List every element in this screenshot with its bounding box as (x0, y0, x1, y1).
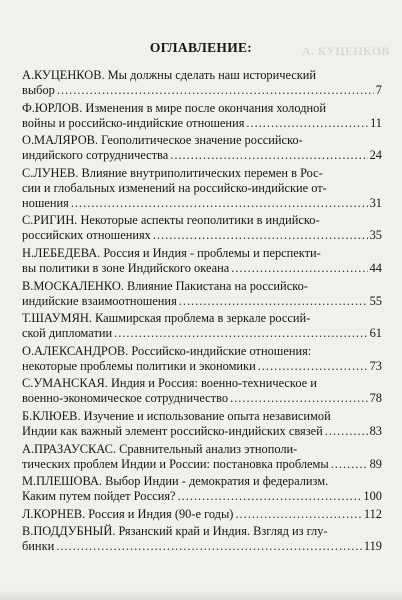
dot-leader (153, 228, 368, 243)
toc-page-number: 55 (369, 293, 382, 308)
toc-entry-text: некоторые проблемы политики и экономики (22, 358, 256, 373)
page-title: ОГЛАВЛЕНИЕ: (149, 40, 253, 55)
toc-entry-text: войны и российско-индийские отношения (22, 115, 245, 130)
toc-entry-text: индийские взаимоотношения (22, 293, 177, 308)
dot-leader (230, 391, 368, 406)
dot-leader (331, 457, 368, 472)
toc-entry[interactable] (22, 68, 382, 98)
dot-leader (178, 489, 362, 504)
toc-entry[interactable] (22, 507, 382, 522)
toc-entry-line (22, 474, 382, 489)
dot-leader (325, 424, 368, 439)
toc-page-number: 7 (375, 83, 382, 97)
toc-entry-text: тических проблем Индии и России: постановка проблемы (22, 456, 329, 471)
toc-entry-line (22, 311, 382, 326)
toc-entry-line (22, 83, 382, 98)
dot-leader (57, 83, 374, 98)
toc-entry-text: А.ПРАЗАУСКАС. Сравнительный анализ этнополи- (22, 441, 298, 456)
toc-entry-line (22, 489, 382, 504)
toc-entry[interactable] (22, 101, 382, 131)
dot-leader (170, 148, 367, 163)
toc-entry-text: ской дипломатии (22, 326, 113, 341)
toc-entry[interactable] (22, 213, 382, 243)
toc-entry[interactable] (22, 344, 382, 374)
toc-entry-text: Л.КОРНЕВ. Россия и Индия (90-е годы) (22, 506, 234, 521)
dot-leader (114, 326, 367, 341)
toc-entry[interactable] (22, 311, 382, 341)
page-edge-shadow (0, 590, 402, 600)
toc-entry[interactable] (22, 474, 382, 504)
toc-entry-line (22, 539, 382, 554)
toc-page-number: 100 (363, 489, 382, 504)
toc-entry-text: вы политики в зоне Индийского океана (22, 260, 230, 275)
toc-page-number: 78 (369, 391, 382, 406)
toc-entry-text: Каким путем пойдет Россия? (22, 489, 176, 504)
dot-leader (71, 196, 368, 211)
toc-entry-text: бинки (22, 539, 55, 554)
toc-entry[interactable] (22, 524, 382, 554)
toc-page-number: 24 (369, 148, 382, 163)
toc-page-number: 119 (363, 539, 382, 554)
toc-entry[interactable] (22, 133, 382, 163)
toc-page-number: 61 (369, 326, 382, 341)
toc-page-number: 112 (363, 506, 382, 521)
toc-entry-text: С.ЛУНЕВ. Влияние внутриполитических перемен в Рос- (22, 165, 323, 180)
toc-entry-line (22, 442, 382, 457)
toc-entry-line (22, 101, 382, 116)
toc-entry-text: В.МОСКАЛЕНКО. Влияние Пакистана на российско- (22, 278, 308, 293)
toc-entry-line (22, 294, 382, 309)
toc-entry-line (22, 261, 382, 276)
toc-page-number: 11 (370, 115, 382, 130)
toc-entry-text: Б.КЛЮЕВ. Изучение и использование опыта независимой (22, 408, 331, 423)
toc-entry-line (22, 116, 382, 131)
toc-entry-text: В.ПОДДУБНЫЙ. Рязанский край и Индия. Взгляд из глу- (22, 524, 328, 539)
toc-entry-text: Ф.ЮРЛОВ. Изменения в мире после окончания холодной (22, 100, 326, 115)
toc-entry-text: М.ПЛЕШОВА. Выбор Индии - демократия и федерализм. (22, 474, 329, 489)
toc-entry-line (22, 457, 382, 472)
toc-page-number: 44 (369, 260, 382, 275)
toc-entry-line (22, 391, 382, 406)
toc-entry[interactable] (22, 376, 382, 406)
toc-entry-line (22, 344, 382, 359)
toc-page-number: 35 (369, 228, 382, 243)
toc-entry-line (22, 507, 382, 522)
toc-entry-line (22, 213, 382, 228)
table-of-contents (22, 68, 382, 557)
toc-entry-line (22, 133, 382, 148)
dot-leader (179, 294, 368, 309)
toc-entry-line (22, 166, 382, 181)
toc-entry-text: российских отношениях (22, 228, 151, 243)
toc-entry-text: Н.ЛЕБЕДЕВА. Россия и Индия - проблемы и перспекти- (22, 245, 321, 260)
dot-leader (235, 507, 361, 522)
toc-entry[interactable] (22, 279, 382, 309)
toc-entry-line (22, 181, 382, 196)
toc-entry-line (22, 376, 382, 391)
toc-page-number: 73 (369, 358, 382, 373)
bleed-through-heading: А. КУЦЕНКОВ (302, 44, 390, 58)
toc-entry-text: Т.ШАУМЯН. Кашмирская проблема в зеркале россий- (22, 311, 311, 326)
dot-leader (246, 116, 368, 131)
toc-entry[interactable] (22, 409, 382, 439)
toc-entry-text: выбор (22, 83, 55, 97)
toc-entry-text: Индии как важный элемент российско-индийских связей (22, 423, 323, 438)
toc-entry-text: О.МАЛЯРОВ. Геополитическое значение российско- (22, 133, 303, 148)
toc-entry-text: сии и глобальных изменений на российско-индийские от- (22, 180, 327, 195)
toc-entry-line (22, 326, 382, 341)
toc-entry-text: индийского сотрудничества (22, 148, 169, 163)
toc-entry-line (22, 409, 382, 424)
toc-page-number: 31 (369, 195, 382, 210)
toc-entry-line (22, 279, 382, 294)
toc-entry-line (22, 424, 382, 439)
toc-entry-text: О.АЛЕКСАНДРОВ. Российско-индийские отношения: (22, 343, 312, 358)
toc-page-number: 89 (369, 456, 382, 471)
toc-entry[interactable] (22, 442, 382, 472)
toc-entry-line (22, 524, 382, 539)
toc-entry-text: С.УМАНСКАЯ. Индия и Россия: военно-техническое и (22, 376, 317, 391)
toc-entry-text: С.РИГИН. Некоторые аспекты геополитики в индийско- (22, 213, 320, 228)
toc-entry-line (22, 68, 382, 83)
toc-entry-line (22, 196, 382, 211)
dot-leader (56, 539, 362, 554)
toc-entry-line (22, 246, 382, 261)
toc-entry-text: ношения (22, 195, 69, 210)
dot-leader (258, 359, 368, 374)
toc-entry-line (22, 359, 382, 374)
toc-entry-line (22, 228, 382, 243)
toc-entry[interactable] (22, 166, 382, 211)
toc-entry-text: А.КУЦЕНКОВ. Мы должны сделать наш исторический (22, 68, 317, 82)
dot-leader (231, 261, 367, 276)
toc-entry-text: военно-экономическое сотрудничество (22, 391, 229, 406)
toc-entry[interactable] (22, 246, 382, 276)
toc-entry-line (22, 148, 382, 163)
toc-page-number: 83 (369, 423, 382, 438)
